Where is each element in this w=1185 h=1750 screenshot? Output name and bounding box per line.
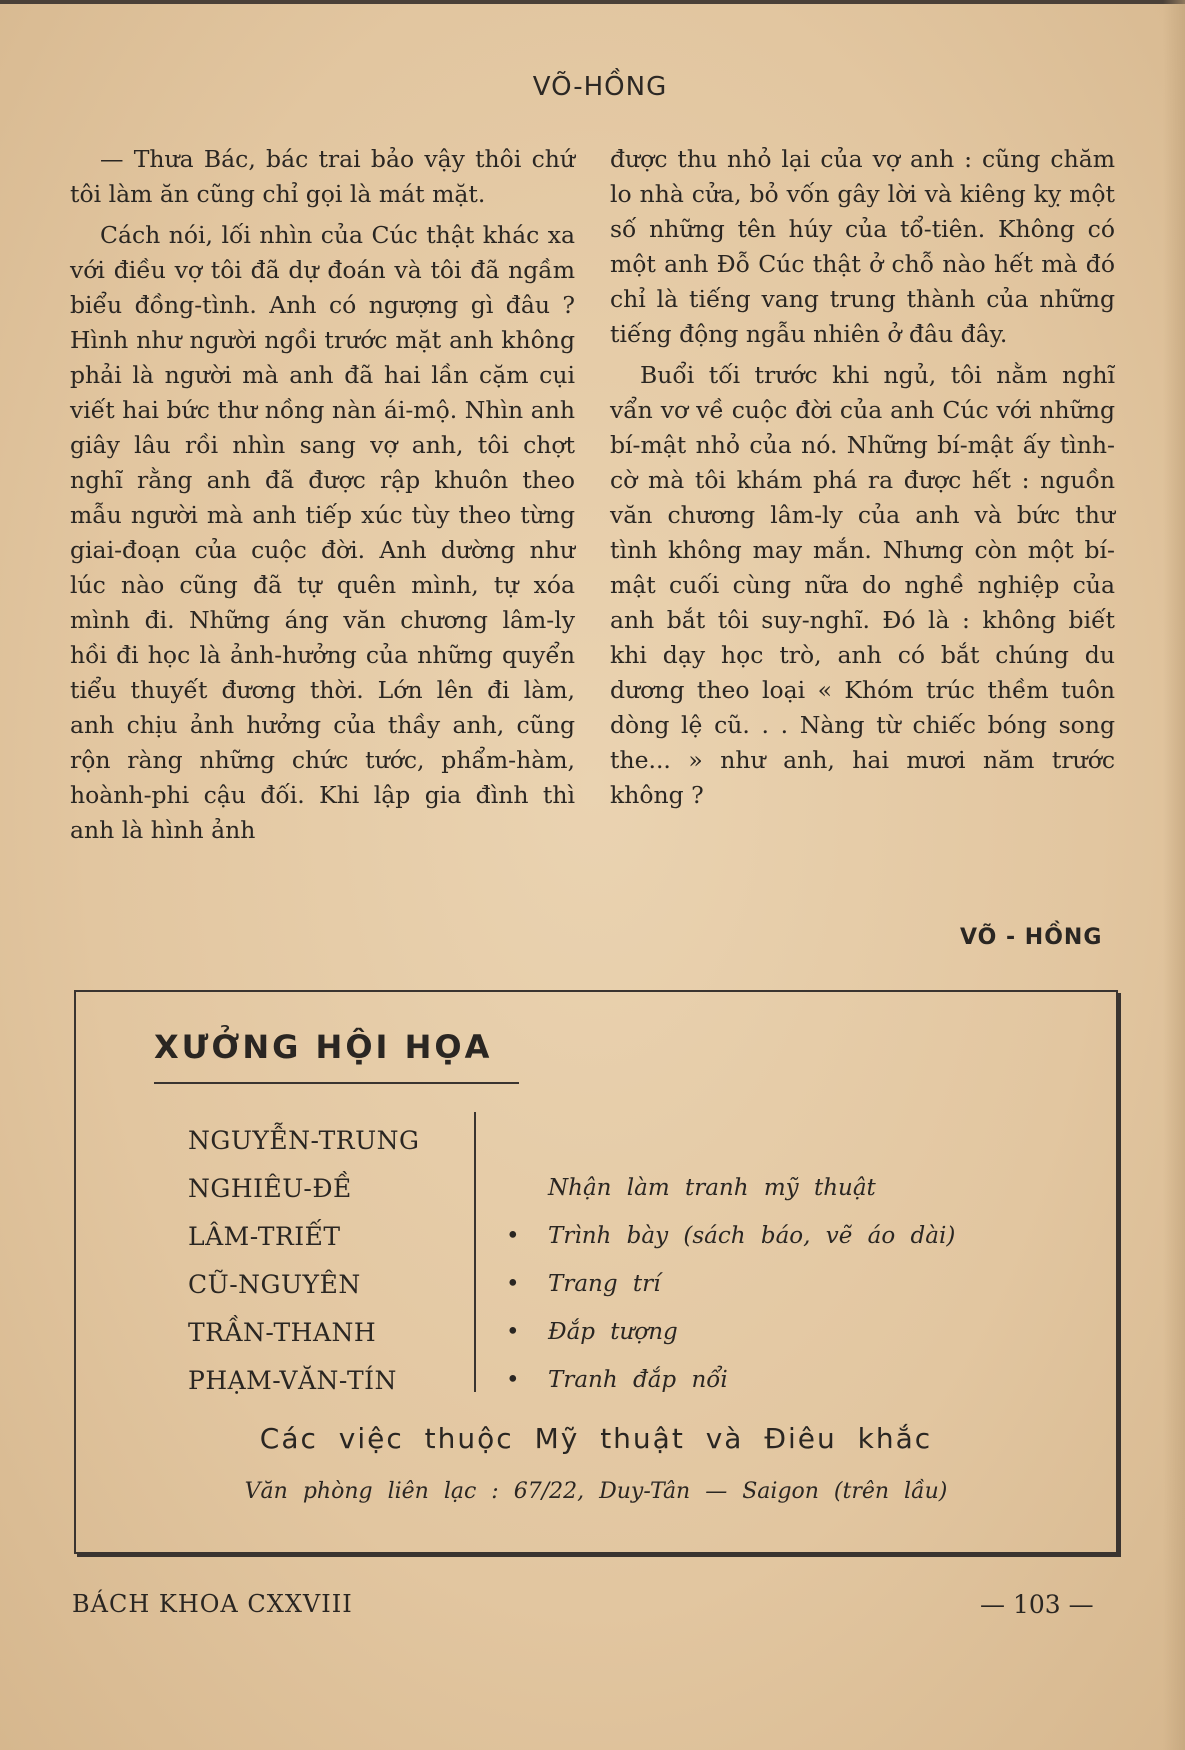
ad-title-underline (154, 1082, 519, 1084)
service-item (506, 1212, 955, 1260)
advertisement-box (74, 990, 1118, 1554)
service-label: Đắp tượng (548, 1319, 678, 1345)
artist-name: CŨ-NGUYÊN (188, 1270, 361, 1299)
artist-name: PHẠM-VĂN-TÍN (188, 1366, 397, 1395)
article-paragraph: — Thưa Bác, bác trai bảo vậy thôi chứ tôi làm ăn cũng chỉ gọi là mát mặt. (70, 145, 575, 208)
artist-name: LÂM-TRIẾT (188, 1222, 341, 1251)
bullet-icon: • (506, 1319, 520, 1345)
service-label: Trang trí (548, 1271, 661, 1297)
ad-title: XƯỞNG HỘI HỌA (154, 1028, 493, 1066)
services-heading: Nhận làm tranh mỹ thuật (548, 1175, 876, 1201)
top-border (0, 0, 1185, 4)
service-item (506, 1260, 955, 1308)
service-item (506, 1356, 955, 1404)
service-label: Tranh đắp nổi (548, 1367, 728, 1393)
article-left-column (70, 142, 575, 854)
artist-list (188, 1117, 420, 1405)
page-edge-shadow (1163, 0, 1185, 1750)
article-paragraph: được thu nhỏ lại của vợ anh : cũng chăm lo nhà cửa, bỏ vốn gây lời và kiêng kỵ một số những tên húy của tổ-tiên. Không có một anh Đỗ Cúc thật ở chỗ nào hết mà đó chỉ là tiếng vang trung thành của những tiếng động ngẫu nhiên ở đâu đây. (610, 145, 1115, 348)
ad-address: Văn phòng liên lạc : 67/22, Duy-Tân — Saigon (trên lầu) (244, 1479, 948, 1504)
service-item (506, 1308, 955, 1356)
running-head: VÕ-HỒNG (532, 72, 668, 102)
artist-name: NGUYỄN-TRUNG (188, 1126, 420, 1155)
article-paragraph: Buổi tối trước khi ngủ, tôi nằm nghĩ vẩn vơ về cuộc đời của anh Cúc với những bí-mật nhỏ của nó. Những bí-mật ấy tình-cờ mà tôi khám phá ra được hết : nguồn văn chương lâm-ly của anh và bức thư tình không may mắn. Nhưng còn một bí-mật cuối cùng nữa do nghề nghiệp của anh bắt tôi suy-nghĩ. Đó là : không biết khi dạy học trò, anh có bắt chúng du dương theo loại « Khóm trúc thềm tuôn dòng lệ cũ. . . Nàng từ chiếc bóng song the... » như anh, hai mươi năm trước không ? (610, 361, 1115, 809)
artist-name: NGHIÊU-ĐỀ (188, 1174, 352, 1203)
ad-tagline: Các việc thuộc Mỹ thuật và Điêu khắc (259, 1422, 933, 1455)
publication-name: BÁCH KHOA CXXVIII (72, 1590, 353, 1618)
ad-vertical-divider (474, 1112, 476, 1392)
bullet-icon: • (506, 1223, 520, 1249)
author-signature: VÕ - HỒNG (960, 925, 1103, 950)
page-number: — 103 — (980, 1590, 1094, 1619)
bullet-icon: • (506, 1271, 520, 1297)
bullet-icon: • (506, 1367, 520, 1393)
artist-name: TRẦN-THANH (188, 1318, 377, 1347)
article-paragraph: Cách nói, lối nhìn của Cúc thật khác xa với điều vợ tôi đã dự đoán và tôi đã ngầm biểu đồng-tình. Anh có ngượng gì đâu ? Hình như người ngồi trước mặt anh không phải là người mà anh đã hai lần cặm cụi viết hai bức thư nồng nàn ái-mộ. Nhìn anh giây lâu rồi nhìn sang vợ anh, tôi chợt nghĩ rằng anh đã được rập khuôn theo mẫu người mà anh tiếp xúc tùy theo từng giai-đoạn của cuộc đời. Anh dường như lúc nào cũng đã tự quên mình, tự xóa mình đi. Những áng văn chương lâm-ly hồi đi học là ảnh-hưởng của những quyển tiểu thuyết đương thời. Lớn lên đi làm, anh chịu ảnh hưởng của thầy anh, cũng rộn ràng những chức tước, phẩm-hàm, hoành-phi cậu đối. Khi lập gia đình thì anh là hình ảnh (70, 221, 575, 844)
service-label: Trình bày (sách báo, vẽ áo dài) (548, 1223, 956, 1249)
article-right-column (610, 142, 1115, 819)
service-list (506, 1164, 955, 1404)
